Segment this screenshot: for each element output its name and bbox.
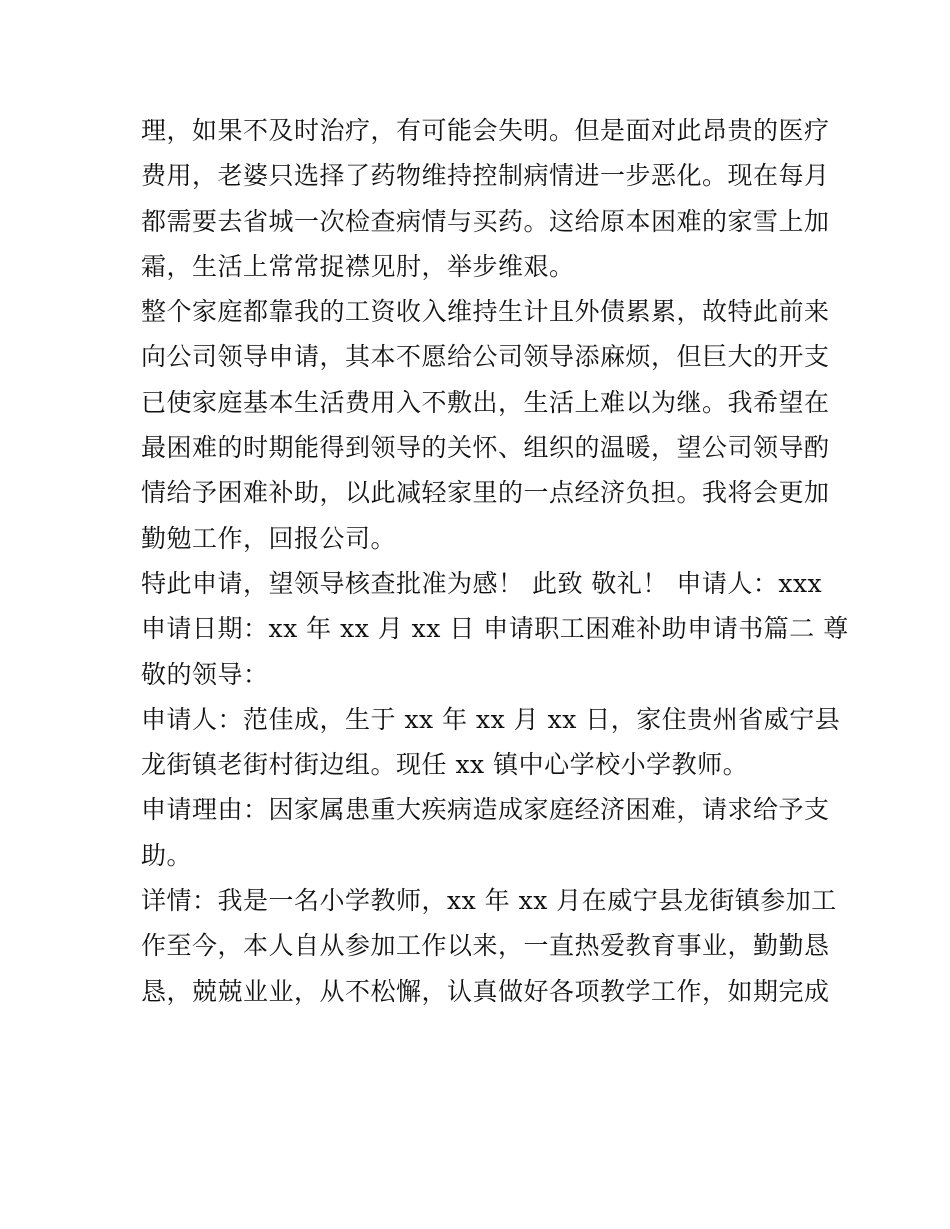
text-line: 敬的领导： <box>141 659 269 689</box>
text-line: 都需要去省城一次检查病情与买药。这给原本困难的家雪上加 <box>141 206 830 236</box>
text-line: 向公司领导申请，其本不愿给公司领导添麻烦，但巨大的开支 <box>141 342 830 372</box>
text-line: 已使家庭基本生活费用入不敷出，生活上难以为继。我希望在 <box>141 387 830 417</box>
text-line: 详情：我是一名小学教师，xx 年 xx 月在威宁县龙街镇参加工 <box>141 886 837 916</box>
document-body <box>141 108 849 1014</box>
text-line: 助。 <box>141 840 193 870</box>
text-line: 费用，老婆只选择了药物维持控制病情进一步恶化。现在每月 <box>141 161 830 191</box>
text-line: 特此申请，望领导核查批准为感！ 此致 敬礼！ 申请人：xxx <box>141 568 823 598</box>
text-line: 霜，生活上常常捉襟见肘，举步维艰。 <box>141 251 575 281</box>
text-line: 最困难的时期能得到领导的关怀、组织的温暖，望公司领导酌 <box>141 433 830 463</box>
text-line: 整个家庭都靠我的工资收入维持生计且外债累累，故特此前来 <box>141 297 830 327</box>
text-line: 作至今，本人自从参加工作以来，一直热爱教育事业，勤勤恳 <box>141 931 830 961</box>
text-line: 龙街镇老街村街边组。现任 xx 镇中心学校小学教师。 <box>141 750 749 780</box>
text-line: 情给予困难补助，以此减轻家里的一点经济负担。我将会更加 <box>141 478 830 508</box>
text-line: 勤勉工作，回报公司。 <box>141 523 397 553</box>
text-line: 理，如果不及时治疗，有可能会失明。但是面对此昂贵的医疗 <box>141 116 830 145</box>
text-line: 申请日期：xx 年 xx 月 xx 日 申请职工困难补助申请书篇二 尊 <box>141 614 849 644</box>
text-line: 申请人：范佳成，生于 xx 年 xx 月 xx 日，家住贵州省威宁县 <box>141 704 841 734</box>
text-line: 恳，兢兢业业，从不松懈，认真做好各项教学工作，如期完成 <box>141 976 830 1006</box>
text-line: 申请理由：因家属患重大疾病造成家庭经济困难，请求给予支 <box>141 795 830 825</box>
